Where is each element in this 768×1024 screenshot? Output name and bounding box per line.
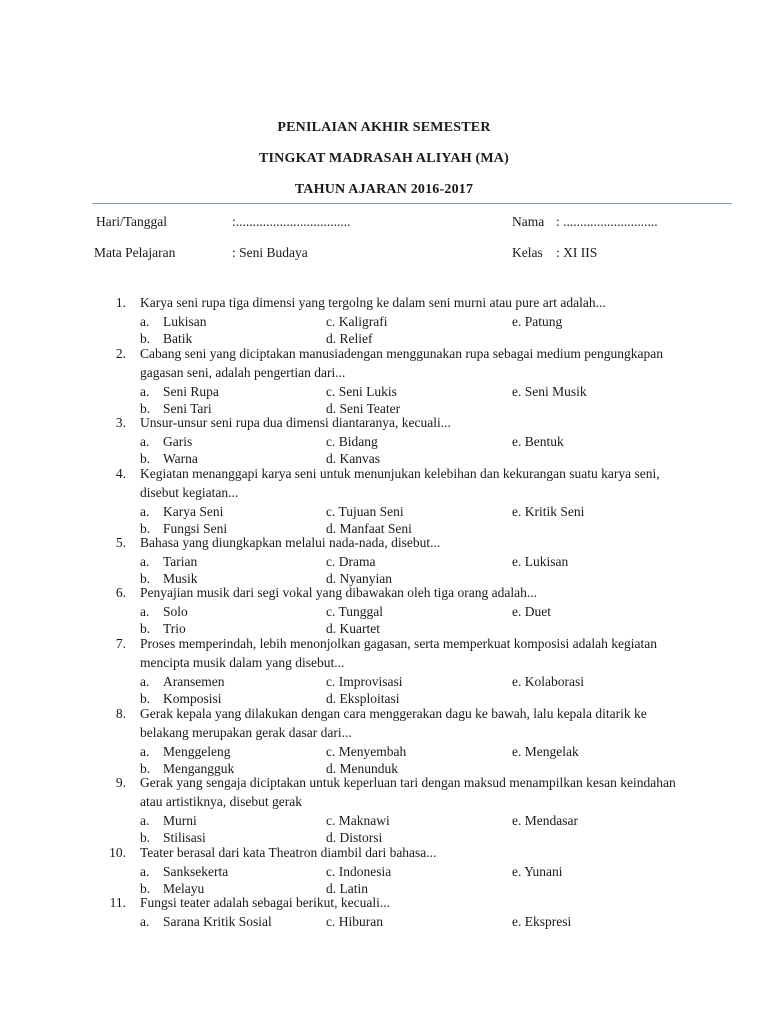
subject-field: : Seni Budaya [232,245,308,260]
option-letter-a: a. [140,554,150,569]
question-text: Fungsi teater adalah sebagai berikut, kecuali... [140,895,391,910]
option-b: Mengangguk [163,761,235,776]
option-e: e. Kritik Seni [512,504,585,519]
option-d: d. Kuartet [326,621,380,636]
option-letter-b: b. [140,451,151,466]
question-number: 8. [115,706,126,721]
option-c: c. Maknawi [326,813,390,828]
name-field: : ............................ [556,214,658,229]
option-letter-a: a. [140,314,150,329]
option-c: c. Tujuan Seni [326,504,404,519]
question-number: 7. [115,636,126,651]
option-a: Sanksekerta [163,864,229,879]
option-letter-a: a. [140,674,150,689]
question-number: 9. [115,775,126,790]
option-letter-a: a. [140,604,150,619]
option-letter-b: b. [140,571,151,586]
question-number: 1. [115,295,126,310]
option-c: c. Hiburan [326,914,383,929]
option-e: e. Patung [512,314,563,329]
option-c: c. Drama [326,554,376,569]
option-letter-b: b. [140,401,151,416]
option-a: Aransemen [163,674,225,689]
option-d: d. Eksploitasi [326,691,400,706]
question-number: 3. [115,415,126,430]
question-text: Teater berasal dari kata Theatron diambil dari bahasa... [140,845,437,860]
question-text: Kegiatan menanggapi karya seni untuk menunjukan kelebihan dan kekurangan suatu karya seni, disebut kegiatan... [140,466,660,500]
option-letter-a: a. [140,384,150,399]
option-e: e. Duet [512,604,551,619]
option-a: Murni [163,813,197,828]
question-text: Gerak kepala yang dilakukan dengan cara menggerakan dagu ke bawah, lalu kepala ditarik ke belakang merupakan gerak dasar dari... [140,706,647,740]
option-letter-b: b. [140,331,151,346]
option-c: c. Seni Lukis [326,384,397,399]
option-letter-a: a. [140,744,150,759]
option-letter-a: a. [140,504,150,519]
option-a: Solo [163,604,188,619]
option-letter-b: b. [140,521,151,536]
option-d: d. Seni Teater [326,401,401,416]
option-a: Lukisan [163,314,207,329]
option-d: d. Manfaat Seni [326,521,412,536]
option-letter-a: a. [140,914,150,929]
option-letter-b: b. [140,881,151,896]
option-e: e. Ekspresi [512,914,572,929]
option-b: Seni Tari [163,401,212,416]
exam-title: PENILAIAN AKHIR SEMESTER [277,120,491,135]
option-c: c. Tunggal [326,604,384,619]
option-d: d. Kanvas [326,451,380,466]
question-number: 5. [115,535,126,550]
question-number: 4. [115,466,126,481]
option-d: d. Relief [326,331,373,346]
option-a: Garis [163,434,193,449]
option-e: e. Yunani [512,864,563,879]
option-letter-a: a. [140,434,150,449]
option-a: Seni Rupa [163,384,219,399]
question-text: Bahasa yang diungkapkan melalui nada-nada, disebut... [140,535,441,550]
option-b: Fungsi Seni [163,521,228,536]
subject-label: Mata Pelajaran [94,245,176,260]
question-text: Cabang seni yang diciptakan manusiadengan menggunakan rupa sebagai medium pengungkapan gagasan seni, adalah pengertian dari... [140,346,663,380]
option-letter-b: b. [140,761,151,776]
option-c: c. Indonesia [326,864,392,879]
class-field: : XI IIS [556,245,598,260]
option-e: e. Bentuk [512,434,564,449]
option-b: Trio [163,621,186,636]
option-b: Melayu [163,881,205,896]
question-text: Gerak yang sengaja diciptakan untuk keperluan tari dengan maksud menampilkan kesan keindahan atau artistiknya, disebut gerak [140,775,676,809]
option-b: Stilisasi [163,830,206,845]
option-c: c. Menyembah [326,744,407,759]
option-b: Batik [163,331,193,346]
option-e: e. Kolaborasi [512,674,584,689]
option-d: d. Nyanyian [326,571,392,586]
academic-year: TAHUN AJARAN 2016-2017 [294,182,474,197]
option-a: Sarana Kritik Sosial [163,914,272,929]
day-field: :.................................. [232,214,351,229]
option-letter-a: a. [140,864,150,879]
option-e: e. Lukisan [512,554,569,569]
option-a: Tarian [163,554,198,569]
option-d: d. Latin [326,881,368,896]
name-label: Nama [512,214,545,229]
question-text: Proses memperindah, lebih menonjolkan gagasan, serta memperkuat komposisi adalah kegiatan mencipta musik dalam yang disebut... [140,636,657,670]
option-letter-b: b. [140,691,151,706]
question-number: 6. [115,585,126,600]
option-a: Menggeleng [163,744,231,759]
option-b: Komposisi [163,691,222,706]
option-letter-b: b. [140,830,151,845]
option-e: e. Mendasar [512,813,578,828]
question-text: Penyajian musik dari segi vokal yang dibawakan oleh tiga orang adalah... [140,585,538,600]
header-divider [92,203,732,204]
question-number: 2. [115,346,126,361]
option-c: c. Bidang [326,434,378,449]
option-e: e. Seni Musik [512,384,587,399]
option-letter-b: b. [140,621,151,636]
option-c: c. Kaligrafi [326,314,388,329]
option-b: Musik [163,571,198,586]
class-label: Kelas [512,245,543,260]
option-d: d. Menunduk [326,761,398,776]
question-number: 11. [109,895,126,910]
option-a: Karya Seni [163,504,224,519]
option-letter-a: a. [140,813,150,828]
question-text: Karya seni rupa tiga dimensi yang tergolng ke dalam seni murni atau pure art adalah... [140,295,606,310]
day-label: Hari/Tanggal [96,214,168,229]
option-e: e. Mengelak [512,744,579,759]
option-b: Warna [163,451,198,466]
question-number: 10. [109,845,126,860]
option-c: c. Improvisasi [326,674,403,689]
school-level: TINGKAT MADRASAH ALIYAH (MA) [259,151,509,166]
question-text: Unsur-unsur seni rupa dua dimensi diantaranya, kecuali... [140,415,451,430]
option-d: d. Distorsi [326,830,383,845]
